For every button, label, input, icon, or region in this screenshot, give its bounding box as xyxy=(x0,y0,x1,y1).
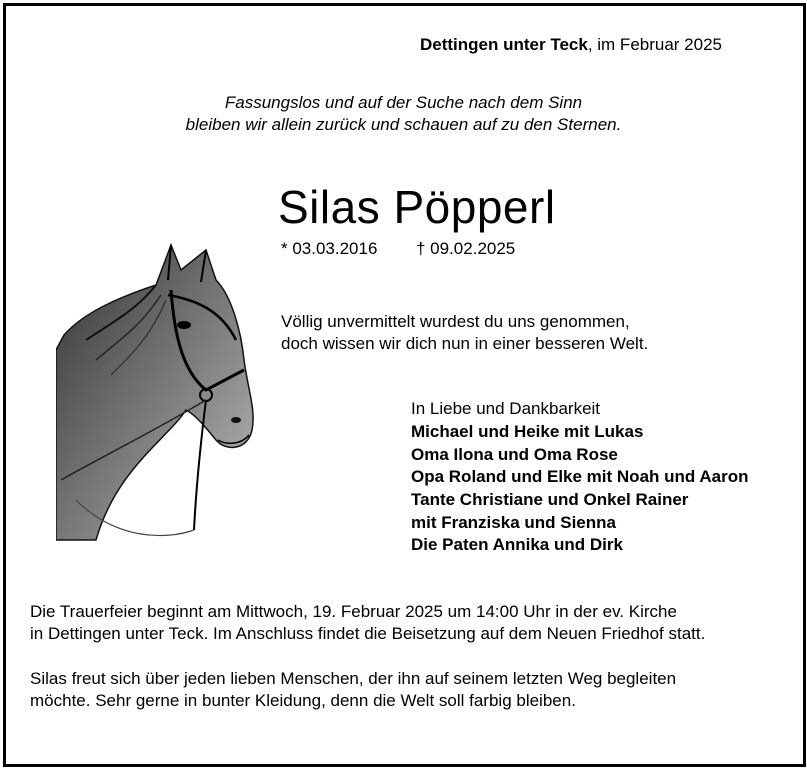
horse-head-icon xyxy=(56,240,261,550)
family-member: Oma Ilona und Oma Rose xyxy=(411,445,618,464)
place-date-line xyxy=(420,35,722,55)
family-member: mit Franziska und Sienna xyxy=(411,513,616,532)
closing-line-2: möchte. Sehr gerne in bunter Kleidung, denn die Welt soll farbig bleiben. xyxy=(30,691,576,710)
deceased-name: Silas Pöpperl xyxy=(278,181,556,233)
message-line-2: doch wissen wir dich nun in einer besseren Welt. xyxy=(281,334,649,353)
place-name: Dettingen unter Teck xyxy=(420,35,588,54)
family-member: Michael und Heike mit Lukas xyxy=(411,422,644,441)
message-line-1: Völlig unvermittelt wurdest du uns genommen, xyxy=(281,312,630,331)
family-member: Die Paten Annika und Dirk xyxy=(411,535,623,554)
date-text: , im Februar 2025 xyxy=(587,35,723,54)
death-date: † 09.02.2025 xyxy=(416,239,516,258)
family-member: Opa Roland und Elke mit Noah und Aaron xyxy=(411,467,749,486)
quote-line-1: Fassungslos und auf der Suche nach dem Sinn xyxy=(224,93,583,112)
quote-line-2: bleiben wir allein zurück und schauen auf zu den Sternen. xyxy=(185,115,622,134)
funeral-line-1: Die Trauerfeier beginnt am Mittwoch, 19. Februar 2025 um 14:00 Uhr in der ev. Kirche xyxy=(30,602,677,621)
closing-line-1: Silas freut sich über jeden lieben Menschen, der ihn auf seinem letzten Weg begleiten xyxy=(30,669,677,688)
family-intro: In Liebe und Dankbarkeit xyxy=(411,399,601,418)
funeral-line-2: in Dettingen unter Teck. Im Anschluss findet die Beisetzung auf dem Neuen Friedhof statt. xyxy=(30,624,706,643)
family-member: Tante Christiane und Onkel Rainer xyxy=(411,490,689,509)
birth-date: * 03.03.2016 xyxy=(281,239,378,258)
